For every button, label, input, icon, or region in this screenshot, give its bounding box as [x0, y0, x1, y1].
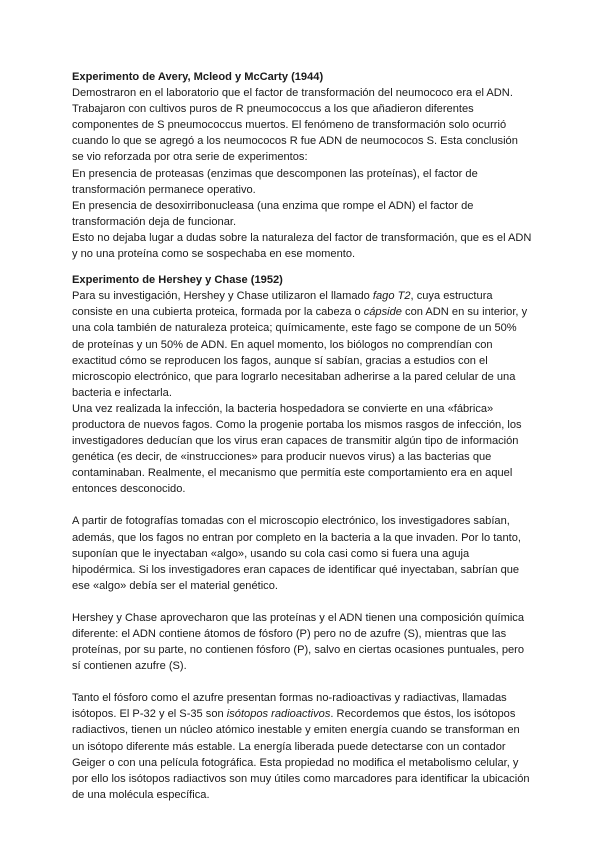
section-title-hershey-chase: Experimento de Hershey y Chase (1952): [72, 274, 283, 287]
italic-term-capsid: cápside: [363, 306, 402, 319]
text-run: , cuya estructura consiste en una cubierta proteica, formada por la cabeza o: [72, 290, 493, 319]
section-spacer: [72, 262, 532, 272]
italic-term-phage: fago T2: [372, 290, 411, 303]
text-run: Para su investigación, Hershey y Chase utilizaron el llamado: [72, 290, 373, 303]
hershey-paragraph-composition: Hershey y Chase aprovecharon que las proteínas y el ADN tienen una composición química diferente: el ADN contiene átomos de fósforo (P) pero no de azufre (S), mientras que las proteínas, por su parte, no contienen fósforo (P), salvo en ciertas ocasiones puntuales, pero sí contienen azufre (S).: [72, 611, 525, 673]
avery-paragraph-conclusion: Esto no dejaba lugar a dudas sobre la naturaleza del factor de transformación, que es el ADN y no una proteína como se sospechaba en ese momento.: [72, 231, 532, 261]
text-run: . Recordemos que éstos, los isótopos radiactivos, tienen un núcleo atómico inestable y emiten energía cuando se transforman en un isótopo diferente más estable. La energía liberada puede detectarse con un contador Geiger o con una película fotográfica. Esta propiedad no modifica el metabolismo celular, y por ello los isótopos radiactivos son muy útiles como marcadores para identificar la ubicación de una molécula específica.: [72, 708, 530, 801]
avery-paragraph-proteases: En presencia de proteasas (enzimas que descomponen las proteínas), el factor de transformación permanece operativo.: [72, 167, 478, 196]
hershey-paragraph-phage: [72, 288, 532, 401]
italic-term-isotopes: isótopos radioactivos: [226, 708, 331, 721]
document-page: [72, 69, 532, 803]
hershey-paragraph-microscope: A partir de fotografías tomadas con el microscopio electrónico, los investigadores sabían, además, que los fagos no entran por completo en la bacteria a la que invaden. Por lo tanto, suponían que le inyectaban «algo», usando su cola casi como si fuera una aguja hipodérmica. Si los investigadores eran capaces de identificar qué inyectaban, sabrían que ese «algo» debía ser el material genético.: [72, 515, 521, 592]
paragraph-spacer: [72, 594, 532, 610]
avery-paragraph-intro: Demostraron en el laboratorio que el factor de transformación del neumococo era el ADN. Trabajaron con cultivos puros de R pneumococcus a los que añadieron diferentes componentes de S pneumococcus muertos. El fenómeno de transformación solo ocurrió cuando lo que se agregó a los neumococos R fue ADN de neumococos S. Esta conclusión se vio reforzada por otra serie de experimentos:: [72, 87, 518, 164]
avery-paragraph-dnase: En presencia de desoxirribonucleasa (una enzima que rompe el ADN) el factor de transformación deja de funcionar.: [72, 199, 474, 228]
hershey-paragraph-infection: Una vez realizada la infección, la bacteria hospedadora se convierte en una «fábrica» productora de nuevos fagos. Como la progenie portaba los mismos rasgos de infección, los investigadores deducían que los virus eran capaces de transmitir algún tipo de información genética (es decir, de «instrucciones» para producir nuevos virus) a las bacterias que contaminaban. Realmente, el mecanismo que permitía este comportamiento era en aquel entonces desconocido.: [72, 402, 522, 496]
text-run: con ADN en su interior, y una cola también de naturaleza proteica; químicamente, este fago se compone de un 50% de proteínas y un 50% de ADN. En aquel momento, los biólogos no comprendían con exactitud cómo se reproducen los fagos, aunque sí sabían, gracias a estudios con el microscopio electrónico, que para lograrlo necesitaban adherirse a la pared celular de una bacteria e infectarla.: [72, 306, 528, 399]
text-run: Tanto el fósforo como el azufre presentan formas no-radioactivas y radiactivas, llamadas isótopos. El P-32 y el S-35 son: [72, 692, 507, 721]
section-title-avery: Experimento de Avery, Mcleod y McCarty (1944): [72, 71, 324, 83]
hershey-paragraph-isotopes: [72, 690, 532, 803]
paragraph-spacer: [72, 674, 532, 690]
paragraph-spacer: [72, 497, 532, 513]
